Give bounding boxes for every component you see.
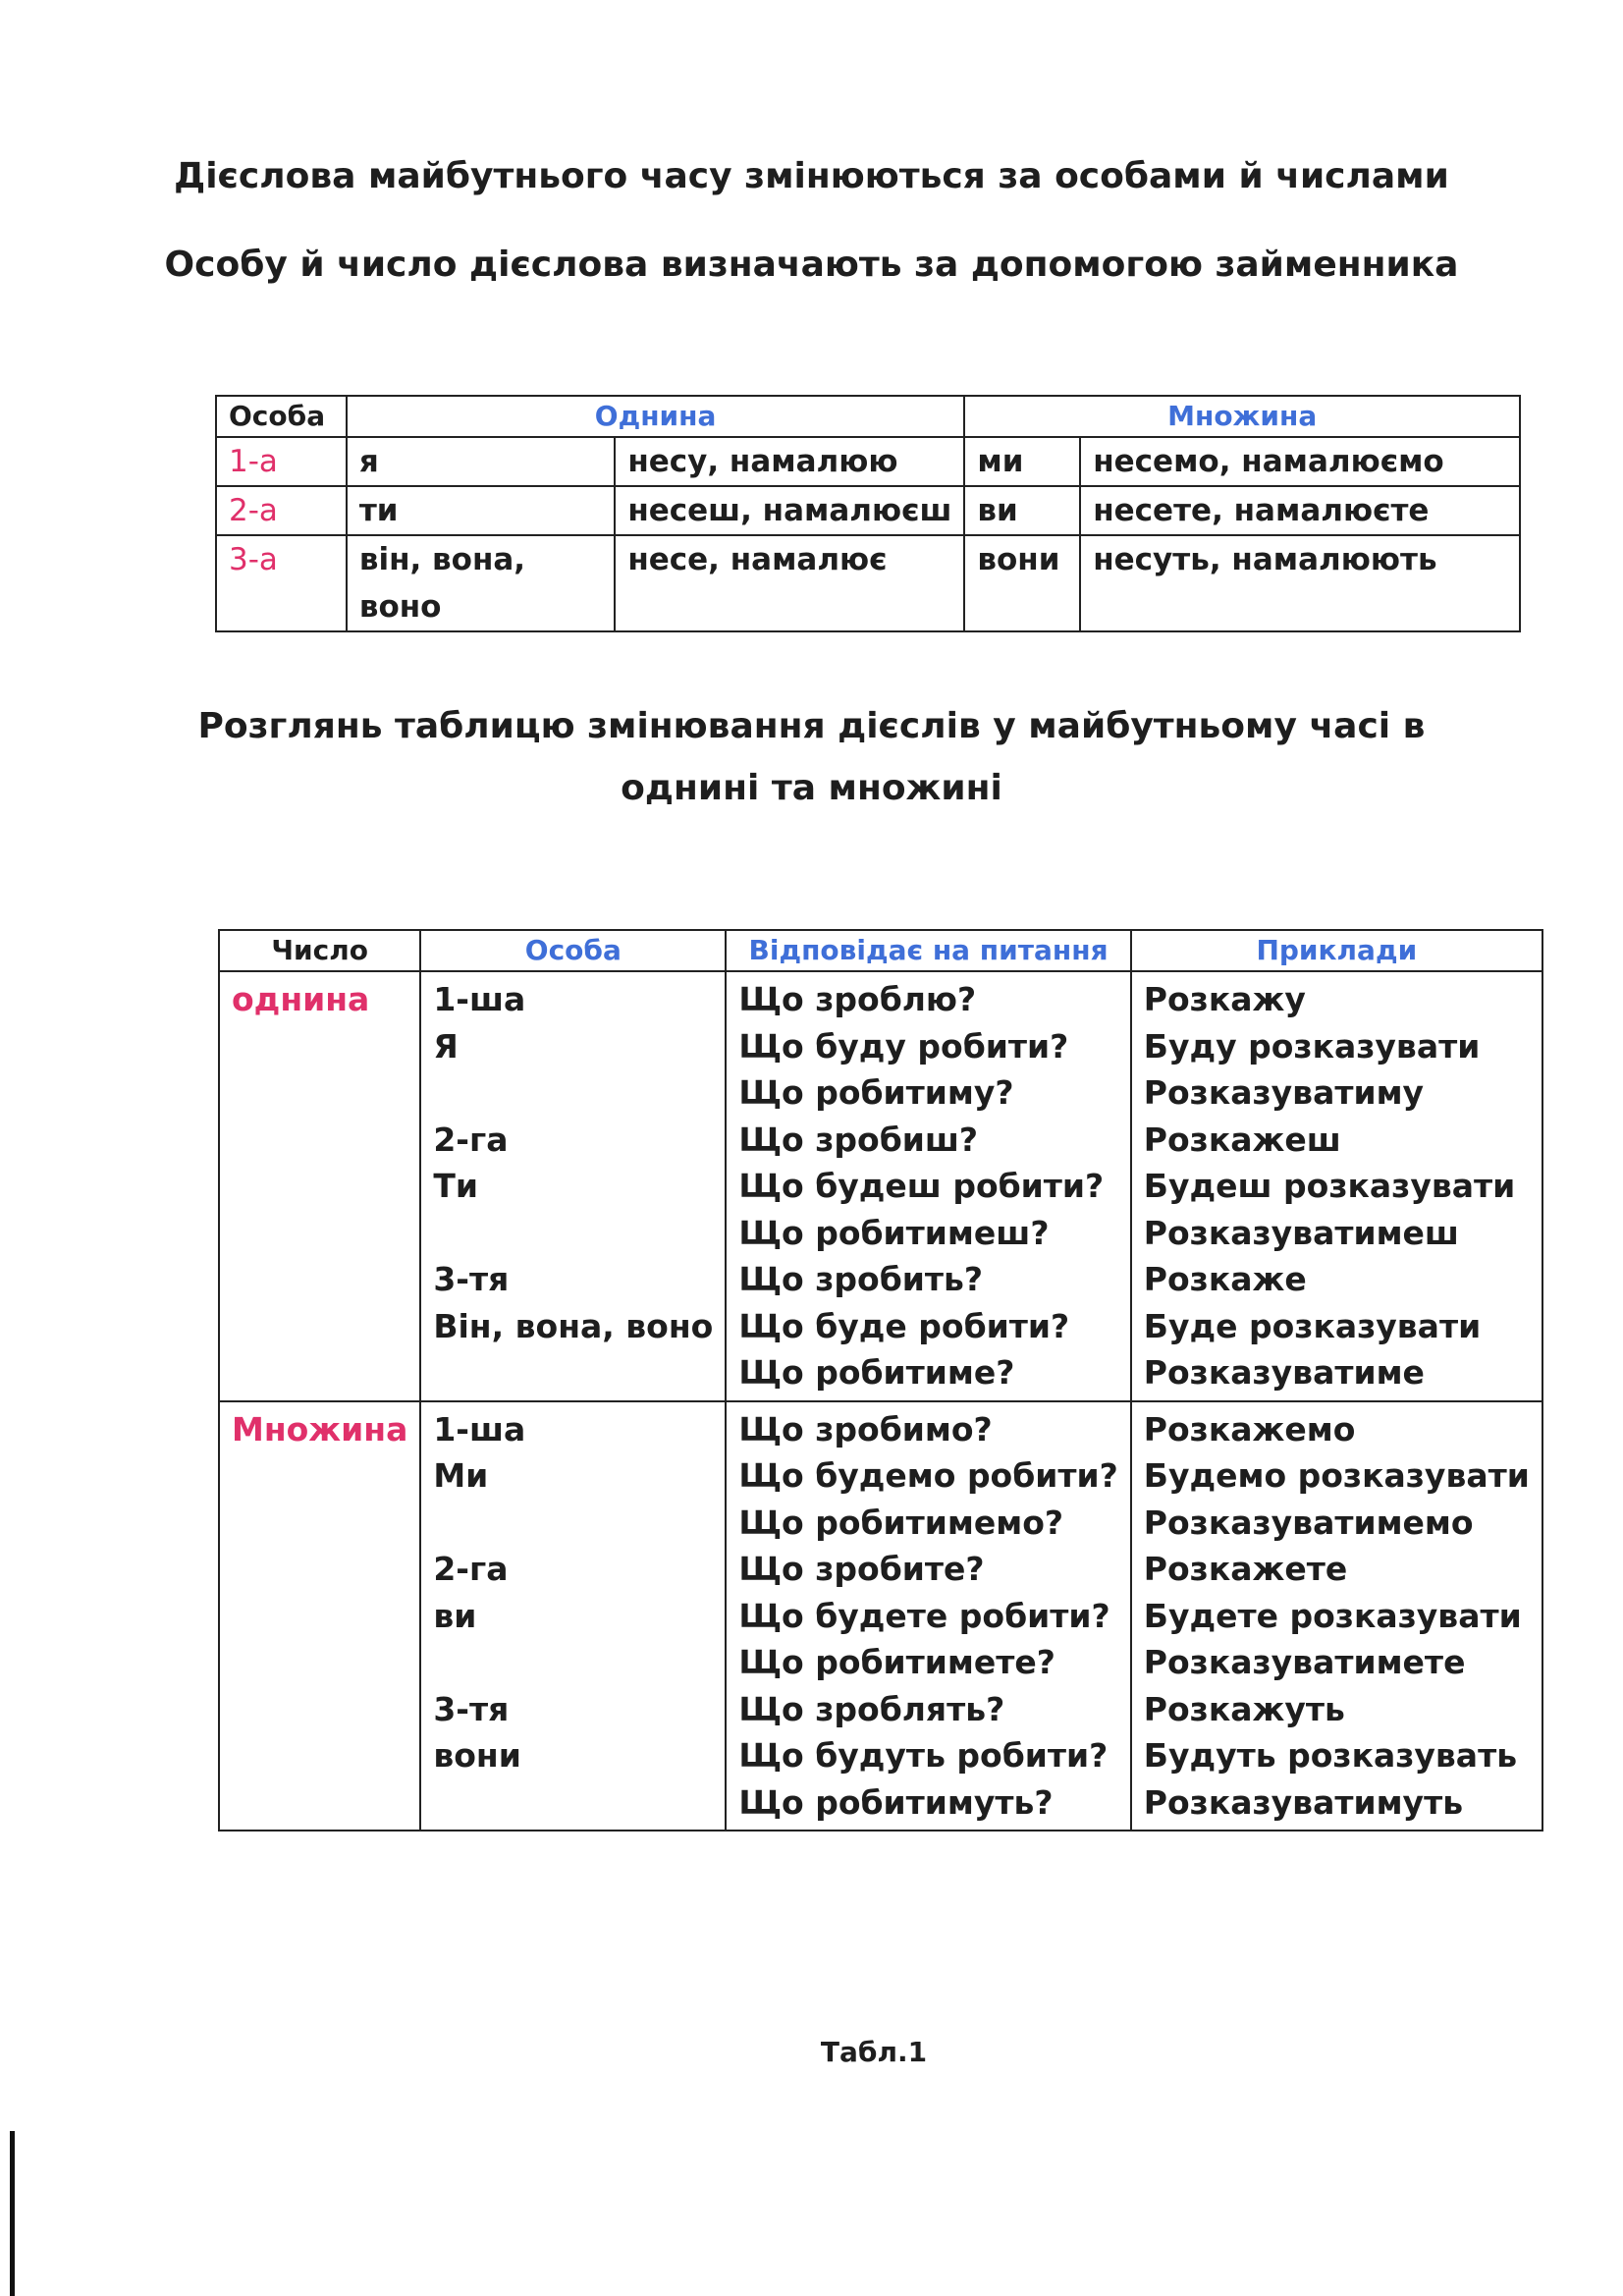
question-line: Що будеш робити? (738, 1167, 1105, 1205)
pronoun-line: воно (358, 589, 442, 625)
example-line: Буде розказувати (1143, 1306, 1482, 1345)
question-line: Що робитимеш? (738, 1213, 1050, 1252)
number-label: однина (219, 971, 420, 1401)
header-plural: Множина (964, 396, 1520, 437)
person-line: 3-тя (433, 1260, 510, 1298)
person-number: 3-а (216, 535, 347, 631)
person-line: вони (433, 1736, 521, 1775)
example-line: Будеш розказувати (1143, 1167, 1516, 1205)
person-line: 3-тя (433, 1689, 510, 1728)
example-line: Розкажуть (1143, 1689, 1345, 1728)
heading-rule-1: Дієслова майбутнього часу змінюються за особами й числами (174, 156, 1449, 196)
example-line: Розказуватиме (1143, 1353, 1425, 1392)
person-line: 1-ша (433, 1409, 526, 1449)
question-line: Що зробиш? (738, 1120, 979, 1159)
header-question: Відповідає на питання (726, 930, 1130, 971)
singular-verb: несеш, намалюєш (615, 486, 964, 535)
header-singular: Однина (347, 396, 965, 437)
person-cell (420, 971, 726, 1401)
question-line: Що будемо робити? (738, 1456, 1118, 1495)
person-line: Я (433, 1026, 459, 1066)
person-number: 2-а (216, 486, 347, 535)
plural-verb: несете, намалюєте (1080, 486, 1520, 535)
number-label: Множина (219, 1401, 420, 1831)
person-line (433, 1779, 713, 1827)
question-line: Що робитиме? (738, 1353, 1015, 1392)
conjugation-table (218, 929, 1543, 1831)
header-person: Особа (216, 396, 347, 437)
question-line: Що будуть робити? (738, 1736, 1109, 1775)
person-line: ви (433, 1596, 477, 1635)
question-line: Що робитимете? (738, 1643, 1055, 1681)
example-cell (1131, 1401, 1542, 1831)
heading-rule-2: Особу й число дієслова визначають за допомогою займенника (164, 245, 1459, 285)
person-number: 1-а (216, 437, 347, 486)
person-line: 2-га (433, 1550, 509, 1588)
singular-pronoun: я (347, 437, 615, 486)
example-line: Будуть розказувать (1143, 1736, 1518, 1775)
question-line: Що буде робити? (738, 1306, 1070, 1345)
person-line: 2-га (433, 1120, 509, 1159)
example-line: Розкажемо (1143, 1409, 1356, 1449)
table-row (216, 486, 1520, 535)
table-row (216, 535, 1520, 631)
example-line: Розкажеш (1143, 1120, 1341, 1159)
person-line (433, 1069, 713, 1117)
question-line: Що робитимемо? (738, 1503, 1064, 1542)
header-examples: Приклади (1131, 930, 1542, 971)
example-line: Розказуватимемо (1143, 1503, 1474, 1542)
person-cell (420, 1401, 726, 1831)
person-line: Він, вона, воно (433, 1306, 714, 1345)
question-line: Що робитиму? (738, 1073, 1014, 1112)
person-line (433, 1500, 713, 1547)
group-plural (219, 1401, 1542, 1831)
plural-pronoun: ми (964, 437, 1080, 486)
conjugation-table-header (219, 930, 1542, 971)
question-line: Що робитимуть? (738, 1782, 1054, 1822)
example-line: Розкажете (1143, 1550, 1348, 1588)
heading-instruction-1: Розглянь таблицю змінювання дієслів у майбутньому часі в (197, 706, 1426, 746)
example-line: Розкаже (1143, 1260, 1307, 1298)
singular-verb: несу, намалюю (615, 437, 964, 486)
plural-verb: несемо, намалюємо (1080, 437, 1520, 486)
question-cell (726, 1401, 1130, 1831)
table-caption: Табл.1 (820, 2036, 928, 2068)
pronoun-table-header (216, 396, 1520, 437)
example-line: Будете розказувати (1143, 1596, 1522, 1635)
heading-instruction-2: однині та множині (621, 768, 1002, 808)
plural-pronoun: ви (964, 486, 1080, 535)
question-line: Що зробимо? (738, 1409, 993, 1449)
example-line: Будемо розказувати (1143, 1456, 1530, 1495)
person-line (433, 1210, 713, 1257)
person-line: Ти (433, 1167, 478, 1205)
header-number: Число (219, 930, 420, 971)
question-line: Що будете робити? (738, 1596, 1110, 1635)
question-line: Що зроблять? (738, 1689, 1005, 1728)
group-singular (219, 971, 1542, 1401)
table-row (216, 437, 1520, 486)
question-cell (726, 971, 1130, 1401)
question-line: Що зробите? (738, 1550, 985, 1588)
plural-verb: несуть, намалюють (1080, 535, 1520, 631)
plural-pronoun: вони (964, 535, 1080, 631)
example-line: Розказуватимеш (1143, 1213, 1459, 1252)
example-line: Буду розказувати (1143, 1026, 1481, 1066)
person-line (433, 1639, 713, 1686)
example-cell (1131, 971, 1542, 1401)
question-line: Що зроблю? (738, 980, 977, 1018)
singular-verb: несе, намалює (615, 535, 964, 631)
pronoun-line: він, вона, (358, 542, 526, 577)
example-line: Розказуватиму (1143, 1073, 1425, 1112)
scan-edge-mark (10, 2131, 15, 2296)
question-line: Що зробить? (738, 1260, 983, 1298)
example-line: Розказуватимуть (1143, 1782, 1464, 1822)
pronoun-table (215, 395, 1521, 632)
example-line: Розкажу (1143, 980, 1306, 1018)
example-line: Розказуватимете (1143, 1643, 1466, 1681)
singular-pronoun (347, 535, 615, 631)
question-line: Що буду робити? (738, 1026, 1069, 1066)
header-person: Особа (420, 930, 726, 971)
person-line: 1-ша (433, 980, 526, 1018)
person-line: Ми (433, 1456, 489, 1495)
singular-pronoun: ти (347, 486, 615, 535)
person-line (433, 1349, 713, 1396)
